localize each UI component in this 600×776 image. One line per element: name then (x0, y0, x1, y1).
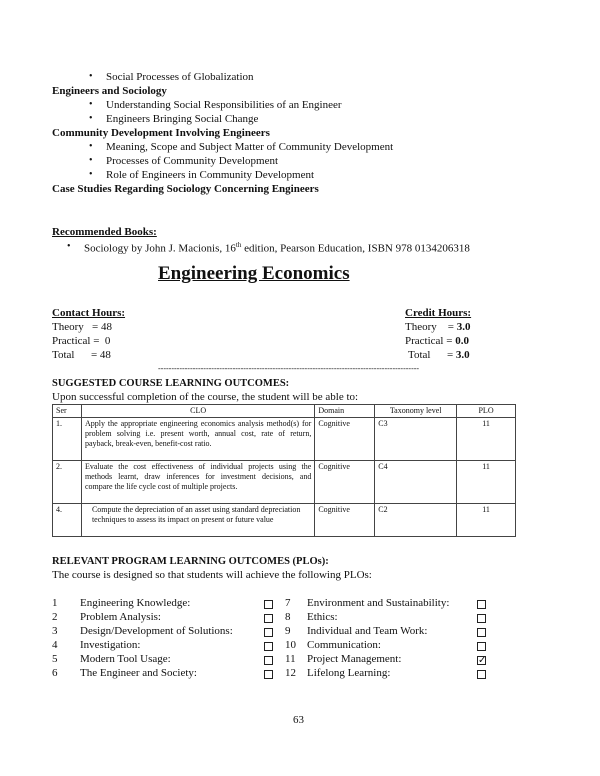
credit-theory-label: Theory = (405, 321, 457, 333)
plo-label: Modern Tool Usage: (80, 653, 171, 665)
clo-col-taxonomy: Taxonomy level (375, 405, 457, 418)
plo-checkbox[interactable] (477, 642, 486, 651)
plo-checkbox[interactable] (264, 628, 273, 637)
plo-checkbox[interactable] (477, 614, 486, 623)
plo-number: 6 (52, 667, 58, 679)
clo-taxonomy: C2 (375, 504, 457, 537)
credit-practical-label: Practical = (405, 335, 456, 347)
clo-ser: 1. (53, 418, 82, 461)
plo-label: Ethics: (307, 611, 338, 623)
plo-label: Problem Analysis: (80, 611, 161, 623)
credit-total (408, 349, 470, 361)
plo-checkbox[interactable] (477, 628, 486, 637)
clo-table (52, 404, 516, 537)
plo-heading: RELEVANT PROGRAM LEARNING OUTCOMES (PLOs): (52, 556, 329, 567)
plo-number: 4 (52, 639, 58, 651)
book-item-text-post: edition, Pearson Education, ISBN 978 0134206318 (241, 242, 470, 255)
clo-taxonomy: C4 (375, 461, 457, 504)
bullet-community-3: • Role of Engineers in Community Development (106, 169, 314, 181)
clo-col-ser: Ser (53, 405, 82, 418)
heading-case-studies: Case Studies Regarding Sociology Concerning Engineers (52, 183, 319, 195)
table-row (53, 504, 516, 537)
plo-number: 12 (285, 667, 296, 679)
clo-taxonomy: C3 (375, 418, 457, 461)
bullet-community-1: • Meaning, Scope and Subject Matter of Community Development (106, 141, 393, 153)
clo-domain: Cognitive (315, 504, 375, 537)
clo-text: Evaluate the cost effectiveness of individual projects using the methods learnt, draw inferences for investment decisions, and compare the life cycle cost of multiple projects. (81, 461, 314, 504)
credit-hours-heading: Credit Hours: (405, 307, 472, 319)
clo-domain: Cognitive (315, 418, 375, 461)
heading-community-development: Community Development Involving Engineers (52, 127, 270, 139)
plo-number: 5 (52, 653, 58, 665)
section-divider: -------------------------------------------------------------------------------------------------- (158, 364, 420, 373)
clo-text: Apply the appropriate engineering economics analysis method(s) for problem solving i.e. present worth, annual cost, rate of return, payback, break-even, benefit-cost ratio. (81, 418, 314, 461)
clo-table-header (53, 405, 516, 418)
plo-label: Engineering Knowledge: (80, 597, 191, 609)
heading-engineers-sociology: Engineers and Sociology (52, 85, 167, 97)
plo-label: Lifelong Learning: (307, 667, 391, 679)
credit-total-value: 3.0 (455, 349, 470, 361)
plo-checkbox[interactable] (477, 600, 486, 609)
plo-checkbox[interactable] (264, 614, 273, 623)
plo-number: 7 (285, 597, 291, 609)
contact-theory: Theory = 48 (52, 321, 112, 333)
plo-intro: The course is designed so that students will achieve the following PLOs: (52, 569, 372, 581)
plo-label: Individual and Team Work: (307, 625, 428, 637)
plo-label: Project Management: (307, 653, 402, 665)
plo-label: Investigation: (80, 639, 141, 651)
clo-col-clo: CLO (81, 405, 314, 418)
plo-number: 2 (52, 611, 58, 623)
plo-checkbox[interactable] (477, 670, 486, 679)
clo-ser: 4. (53, 504, 82, 537)
plo-checkbox[interactable] (264, 600, 273, 609)
plo-number: 10 (285, 639, 296, 651)
bullet-community-2: • Processes of Community Development (106, 155, 278, 167)
plo-checkbox[interactable] (264, 642, 273, 651)
plo-label: Environment and Sustainability: (307, 597, 450, 609)
plo-checkbox[interactable] (264, 670, 273, 679)
clo-text: Compute the depreciation of an asset using standard depreciation techniques to assess its impact on present or future value (81, 504, 314, 537)
table-row (53, 418, 516, 461)
plo-number: 9 (285, 625, 291, 637)
check-icon: ✓ (478, 655, 487, 666)
contact-hours-heading: Contact Hours: (52, 307, 126, 319)
clo-plo: 11 (457, 418, 516, 461)
clo-intro: Upon successful completion of the course, the student will be able to: (52, 391, 359, 403)
bullet-engineers-2: • Engineers Bringing Social Change (106, 113, 258, 125)
book-item (84, 241, 470, 255)
clo-col-plo: PLO (457, 405, 516, 418)
credit-practical (405, 335, 469, 347)
clo-plo: 11 (457, 504, 516, 537)
credit-practical-value: 0.0 (455, 335, 469, 347)
contact-total: Total = 48 (52, 349, 111, 361)
credit-total-label: Total = (408, 349, 456, 361)
plo-label: Design/Development of Solutions: (80, 625, 233, 637)
course-title: Engineering Economics (158, 263, 350, 284)
plo-label: The Engineer and Society: (80, 667, 197, 679)
clo-heading: SUGGESTED COURSE LEARNING OUTCOMES: (52, 378, 290, 389)
recommended-books-heading: Recommended Books: (52, 226, 157, 238)
plo-number: 11 (285, 653, 296, 665)
clo-col-domain: Domain (315, 405, 375, 418)
plo-number: 1 (52, 597, 58, 609)
page-number: 63 (293, 714, 304, 726)
plo-number: 3 (52, 625, 58, 637)
credit-theory-value: 3.0 (456, 321, 471, 333)
book-item-text-pre: Sociology by John J. Macionis, 16 (84, 242, 236, 255)
clo-ser: 2. (53, 461, 82, 504)
plo-checkbox[interactable] (477, 656, 486, 665)
clo-plo: 11 (457, 461, 516, 504)
table-row (53, 461, 516, 504)
credit-theory (405, 321, 470, 333)
plo-label: Communication: (307, 639, 381, 651)
plo-checkbox[interactable] (264, 656, 273, 665)
contact-practical: Practical = 0 (52, 335, 111, 347)
plo-number: 8 (285, 611, 291, 623)
book-item-sup: th (235, 241, 242, 249)
clo-domain: Cognitive (315, 461, 375, 504)
bullet-globalization: • Social Processes of Globalization (106, 71, 254, 83)
bullet-engineers-1: • Understanding Social Responsibilities of an Engineer (106, 99, 342, 111)
